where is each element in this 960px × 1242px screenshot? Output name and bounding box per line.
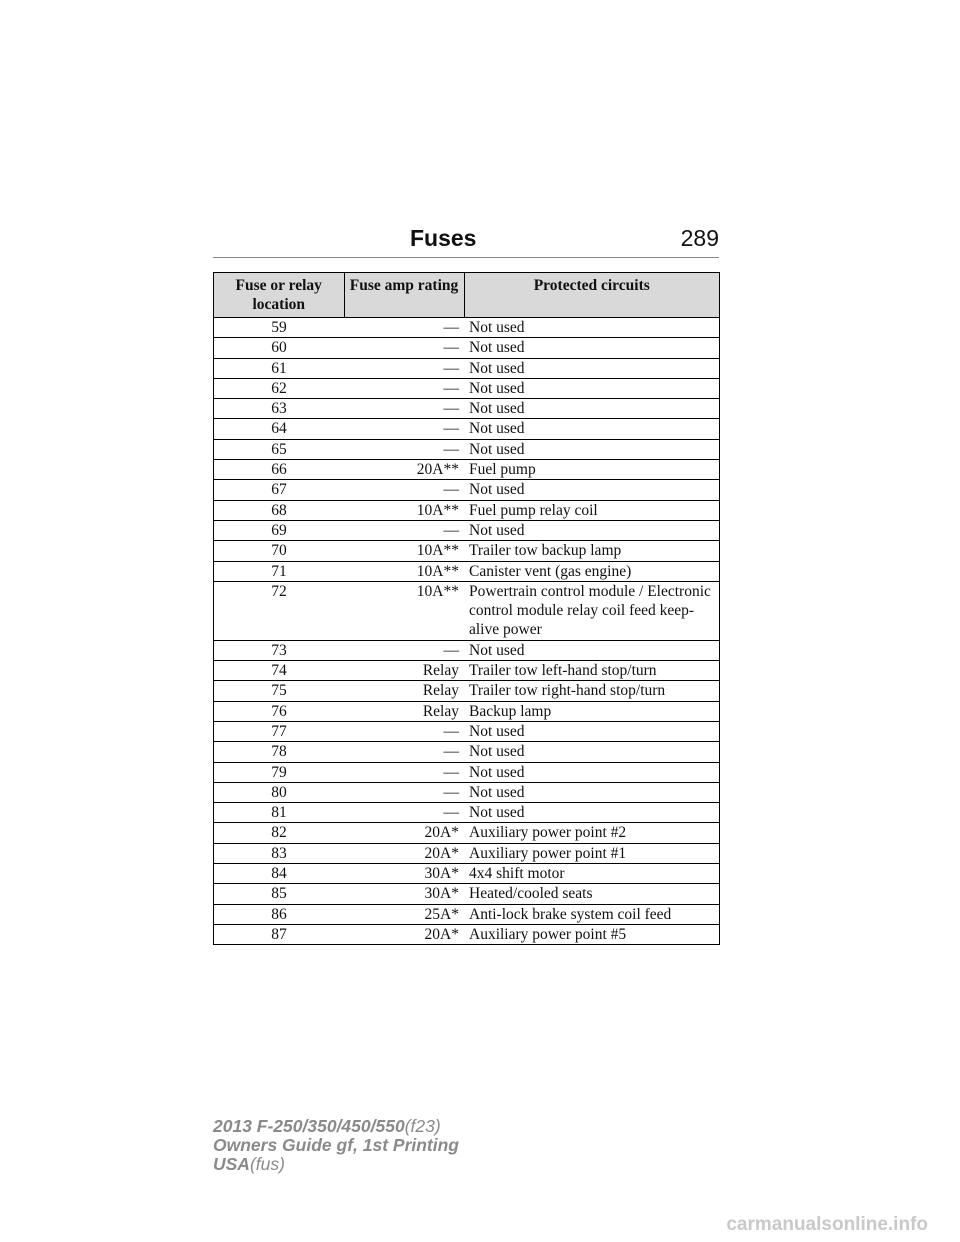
footer-lang: (fus) [249, 1154, 285, 1174]
cell-protected-circuit: Powertrain control module / Electronic control module relay coil feed keep-alive power [464, 581, 720, 640]
cell-amp-rating: 30A* [344, 864, 464, 884]
cell-location: 73 [214, 640, 345, 660]
cell-protected-circuit: Not used [464, 338, 720, 358]
fuse-table [213, 272, 720, 945]
table-row [214, 884, 720, 904]
cell-location: 80 [214, 782, 345, 802]
cell-location: 70 [214, 541, 345, 561]
footer-line-1 [213, 1117, 459, 1136]
column-header-location: Fuse or relay location [214, 273, 345, 318]
cell-location: 84 [214, 864, 345, 884]
cell-amp-rating: — [344, 762, 464, 782]
footer-market: USA [213, 1154, 250, 1174]
cell-protected-circuit: 4x4 shift motor [464, 864, 720, 884]
cell-protected-circuit: Not used [464, 721, 720, 741]
cell-amp-rating: 20A* [344, 823, 464, 843]
section-title: Fuses [410, 225, 477, 251]
cell-amp-rating: 10A** [344, 500, 464, 520]
table-row [214, 439, 720, 459]
table-row [214, 338, 720, 358]
table-row [214, 541, 720, 561]
cell-location: 67 [214, 480, 345, 500]
cell-protected-circuit: Not used [464, 640, 720, 660]
cell-location: 69 [214, 520, 345, 540]
cell-protected-circuit: Not used [464, 399, 720, 419]
cell-amp-rating: 20A* [344, 924, 464, 944]
cell-location: 76 [214, 701, 345, 721]
cell-amp-rating: 30A* [344, 884, 464, 904]
table-header-row [214, 273, 720, 318]
cell-location: 75 [214, 681, 345, 701]
cell-protected-circuit: Not used [464, 358, 720, 378]
cell-amp-rating: — [344, 742, 464, 762]
table-row [214, 823, 720, 843]
cell-amp-rating: — [344, 520, 464, 540]
footer-line-2 [213, 1136, 459, 1155]
cell-protected-circuit: Trailer tow backup lamp [464, 541, 720, 561]
cell-location: 83 [214, 843, 345, 863]
cell-protected-circuit: Not used [464, 782, 720, 802]
column-header-amp-rating: Fuse amp rating [344, 273, 464, 318]
cell-amp-rating: — [344, 480, 464, 500]
table-row [214, 762, 720, 782]
table-row [214, 500, 720, 520]
cell-location: 63 [214, 399, 345, 419]
cell-amp-rating: — [344, 640, 464, 660]
column-header-protected-circuits: Protected circuits [464, 273, 720, 318]
cell-protected-circuit: Heated/cooled seats [464, 884, 720, 904]
table-row [214, 681, 720, 701]
table-row [214, 460, 720, 480]
cell-amp-rating: 20A** [344, 460, 464, 480]
cell-location: 77 [214, 721, 345, 741]
table-row [214, 904, 720, 924]
cell-location: 59 [214, 318, 345, 338]
table-row [214, 419, 720, 439]
cell-amp-rating: Relay [344, 681, 464, 701]
cell-protected-circuit: Not used [464, 762, 720, 782]
cell-protected-circuit: Fuel pump [464, 460, 720, 480]
cell-amp-rating: 10A** [344, 541, 464, 561]
cell-location: 60 [214, 338, 345, 358]
cell-amp-rating: — [344, 782, 464, 802]
cell-protected-circuit: Trailer tow right-hand stop/turn [464, 681, 720, 701]
cell-protected-circuit: Trailer tow left-hand stop/turn [464, 661, 720, 681]
cell-location: 72 [214, 581, 345, 640]
table-row [214, 561, 720, 581]
cell-amp-rating: 25A* [344, 904, 464, 924]
cell-protected-circuit: Fuel pump relay coil [464, 500, 720, 520]
footer-code: (f23) [404, 1116, 441, 1136]
cell-protected-circuit: Not used [464, 419, 720, 439]
footer-model: 2013 F-250/350/450/550 [213, 1116, 405, 1136]
cell-location: 79 [214, 762, 345, 782]
table-row [214, 803, 720, 823]
cell-protected-circuit: Not used [464, 439, 720, 459]
cell-protected-circuit: Canister vent (gas engine) [464, 561, 720, 581]
cell-protected-circuit: Anti-lock brake system coil feed [464, 904, 720, 924]
cell-amp-rating: — [344, 338, 464, 358]
cell-location: 87 [214, 924, 345, 944]
table-row [214, 520, 720, 540]
cell-protected-circuit: Not used [464, 520, 720, 540]
cell-location: 78 [214, 742, 345, 762]
footer-guide: Owners Guide gf, 1st Printing [213, 1135, 459, 1155]
cell-location: 66 [214, 460, 345, 480]
cell-location: 74 [214, 661, 345, 681]
cell-amp-rating: — [344, 419, 464, 439]
cell-location: 62 [214, 378, 345, 398]
table-row [214, 843, 720, 863]
table-row [214, 640, 720, 660]
table-row [214, 701, 720, 721]
cell-location: 86 [214, 904, 345, 924]
cell-location: 71 [214, 561, 345, 581]
cell-amp-rating: 20A* [344, 843, 464, 863]
table-row [214, 480, 720, 500]
cell-amp-rating: — [344, 439, 464, 459]
table-row [214, 378, 720, 398]
cell-amp-rating: — [344, 399, 464, 419]
table-row [214, 318, 720, 338]
table-row [214, 924, 720, 944]
cell-amp-rating: 10A** [344, 561, 464, 581]
page-number: 289 [680, 225, 719, 251]
cell-protected-circuit: Auxiliary power point #5 [464, 924, 720, 944]
page-header [213, 225, 719, 258]
table-row [214, 358, 720, 378]
cell-location: 81 [214, 803, 345, 823]
footer-line-3 [213, 1155, 459, 1174]
table-row [214, 721, 720, 741]
cell-protected-circuit: Not used [464, 378, 720, 398]
cell-protected-circuit: Backup lamp [464, 701, 720, 721]
cell-amp-rating: — [344, 721, 464, 741]
table-row [214, 742, 720, 762]
cell-location: 65 [214, 439, 345, 459]
cell-amp-rating: — [344, 803, 464, 823]
table-row [214, 399, 720, 419]
cell-protected-circuit: Not used [464, 480, 720, 500]
cell-protected-circuit: Not used [464, 742, 720, 762]
cell-amp-rating: — [344, 358, 464, 378]
document-footer [213, 1117, 459, 1174]
cell-protected-circuit: Auxiliary power point #1 [464, 843, 720, 863]
cell-amp-rating: 10A** [344, 581, 464, 640]
cell-amp-rating: — [344, 378, 464, 398]
cell-amp-rating: Relay [344, 701, 464, 721]
cell-protected-circuit: Not used [464, 318, 720, 338]
cell-amp-rating: — [344, 318, 464, 338]
cell-location: 85 [214, 884, 345, 904]
cell-location: 82 [214, 823, 345, 843]
cell-protected-circuit: Auxiliary power point #2 [464, 823, 720, 843]
watermark: carmanualsonline.info [726, 1214, 928, 1235]
cell-location: 68 [214, 500, 345, 520]
table-row [214, 661, 720, 681]
cell-location: 61 [214, 358, 345, 378]
cell-amp-rating: Relay [344, 661, 464, 681]
cell-protected-circuit: Not used [464, 803, 720, 823]
cell-location: 64 [214, 419, 345, 439]
table-row [214, 864, 720, 884]
table-row [214, 782, 720, 802]
table-row [214, 581, 720, 640]
